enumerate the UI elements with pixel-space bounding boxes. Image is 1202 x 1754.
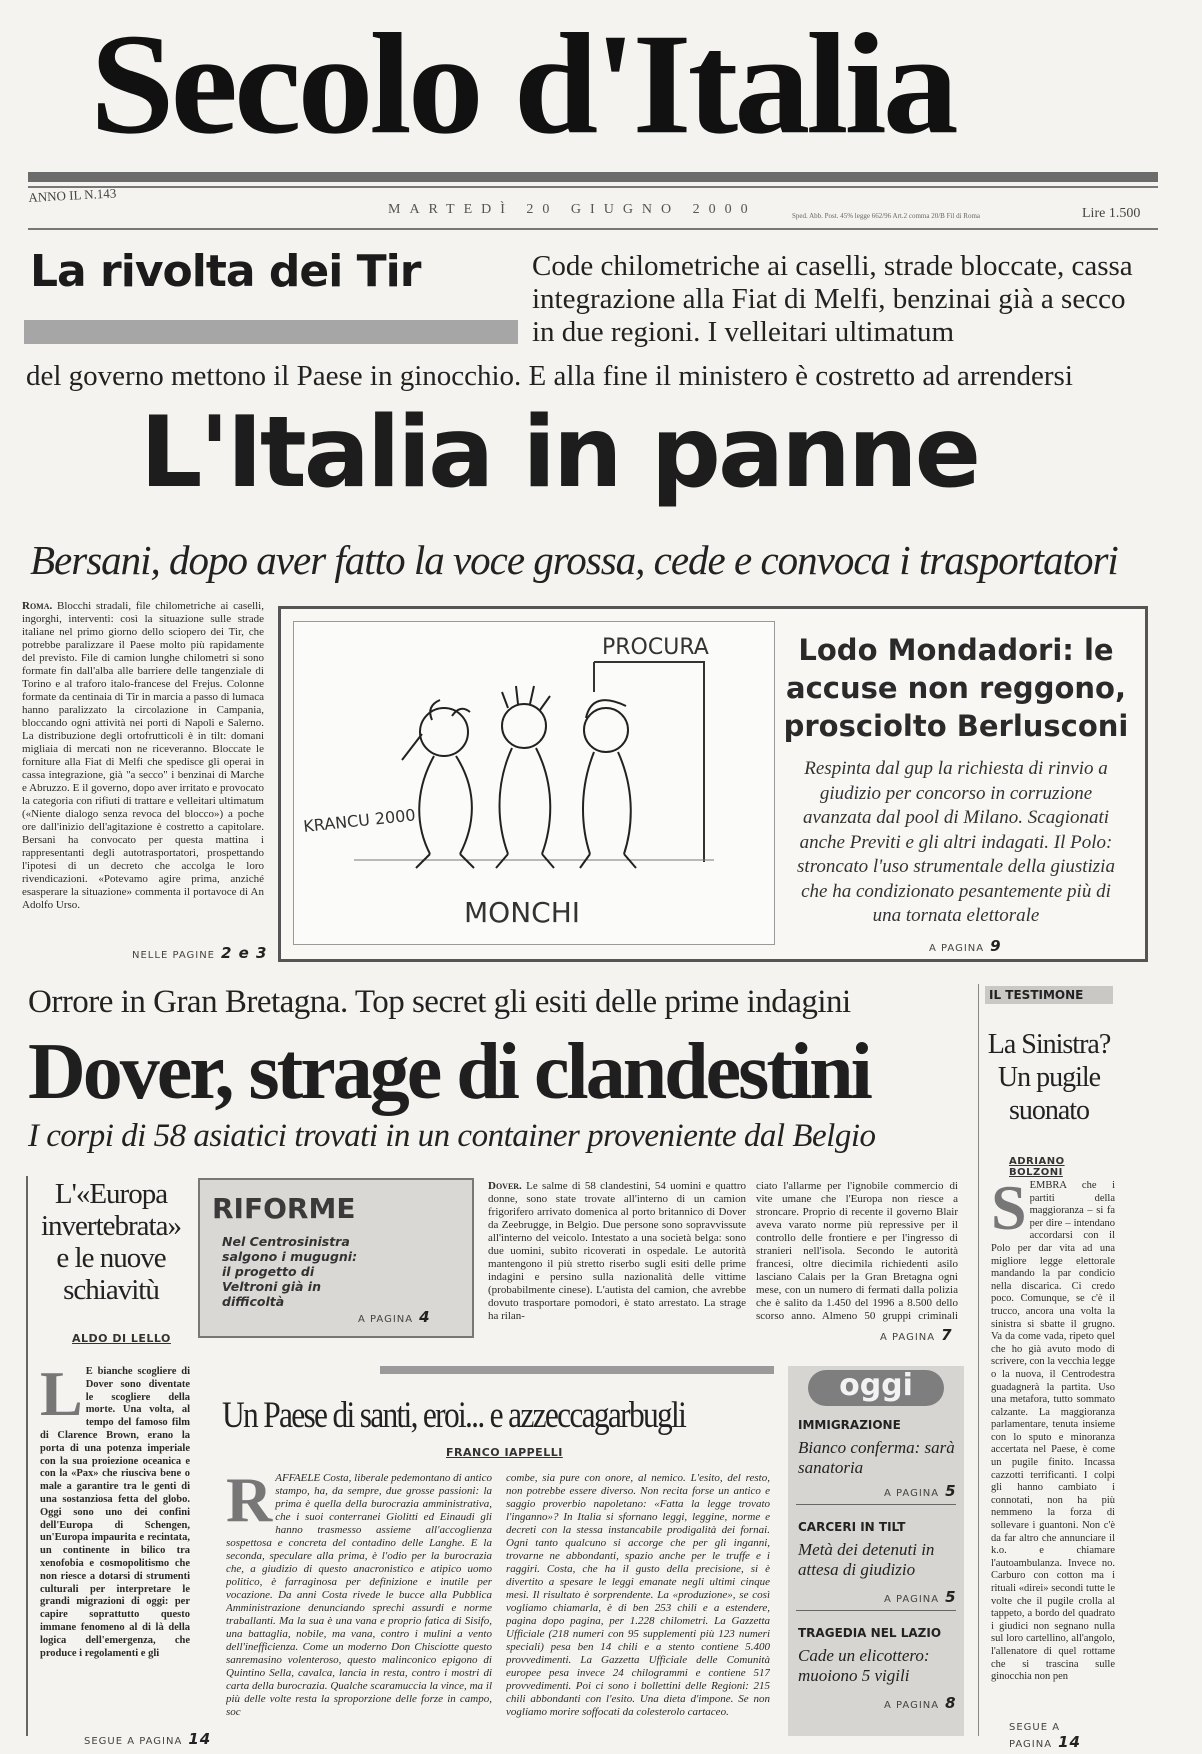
oggi-title: oggi [839, 1368, 913, 1403]
oggi-item-1-text: Bianco conferma: sarà sanatoria [798, 1438, 955, 1477]
dover-headline: Dover, strage di clandestini [28, 1028, 870, 1116]
price: Lire 1.500 [1082, 206, 1141, 221]
riforme-box [198, 1178, 474, 1338]
dover-subheadline: I corpi di 58 asiatici trovati in un container proveniente dal Belgio [28, 1118, 876, 1154]
lead-page-ref[interactable]: NELLE PAGINE 2 e 3 [132, 944, 268, 962]
dateline-rule [28, 228, 1158, 230]
paese-headline: Un Paese di santi, eroi... e azzeccagarbugli [222, 1395, 686, 1436]
oggi-box [788, 1366, 964, 1736]
riforme-body: Nel Centrosinistra salgono i mugugni: il progetto di Veltroni già in difficoltà [222, 1234, 358, 1309]
cartoon-drawing [294, 622, 774, 944]
dover-kicker: Orrore in Gran Bretagna. Top secret gli esiti delle prime indagini [28, 984, 851, 1020]
dover-page-ref[interactable]: A PAGINA 7 [880, 1326, 953, 1344]
cartoon-box [278, 606, 1148, 962]
lead-deck-full: del governo mettono il Paese in ginocchio. E alla fine il ministero è costretto ad arrendersi [26, 360, 1073, 392]
testimone-page-ref[interactable]: SEGUE A PAGINA 14 [1009, 1722, 1081, 1751]
oggi-divider-1 [796, 1504, 956, 1505]
europa-byline: ALDO DI LELLO [72, 1332, 171, 1345]
lodo-headline: Lodo Mondadori: le accuse non reggono, prosciolto Berlusconi [783, 633, 1129, 743]
lead-body-text: Blocchi stradali, file chilometriche ai caselli, ingorghi, interventi: così la situazione sulle strade italiane nel primo giorno dello sciopero dei Tir, che potrebbe paralizzare il Paese molto più rapidamente del previsto. File di camion lunghe chilometri si sono formate fin dall'alba alle barriere delle tangenziale di Torino e al traforo italo-francese del Frejus. Colonne formate da centinaia di Tir in marcia a passo di lumaca hanno paralizzato la circolazione in Campania, bloccando ogni attività nei porti di Napoli e Salerno. La distribuzione degli ortofrutticoli è in tilt: domani migliaia di mercati non ne riceveranno. Bloccate le forniture alla Fiat di Melfi che spedisce gli operai in cassa integrazione, già "a secco" i benzinai di Marche e Abruzzo. E il governo, dopo aver irritato e provocato la categoria con rifiuti di trattare e velleitari ultimatum («Niente dialogo senza revoca del blocco») a poche ore dall'inizio dell'agitazione è costretto a capitolare. Bersani ha convocato per questa mattina i rappresentanti degli autotrasportatori, prospettando l'ipotesi di un decreto che accolga le loro rivendicazioni. «Potevamo agire prima, anziché esasperare la situazione» commenta il portavoce di An Adolfo Urso. [22, 600, 264, 911]
oggi-item-2-topic: CARCERI IN TILT [798, 1520, 906, 1534]
paese-byline: FRANCO IAPPELLI [446, 1446, 563, 1459]
testimone-label: IL TESTIMONE [985, 986, 1113, 1004]
lead-subheadline: Bersani, dopo aver fatto la voce grossa, cede e convoca i trasportatori [30, 537, 1118, 583]
postal-note: Sped. Abb. Post. 45% legge 662/96 Art.2 comma 20/B Fil di Roma [792, 212, 981, 220]
lead-headline: L'Italia in panne [140, 396, 979, 510]
oggi-item-1-topic: IMMIGRAZIONE [798, 1418, 901, 1432]
lodo-page-ref[interactable]: A PAGINA 9 [929, 937, 1002, 955]
dover-body-col1: Dover. Le salme di 58 clandestini, 54 uomini e quattro donne, sono state trovate all'interno di un camion frigorifero arrivato domenica al porto britannico di Dover da Zeebrugge, in Belgio. Due persone sono sopravvissute all'interno del veicolo. Intestato a una società belga: sono due uomini, subito ricoverati in ospedale. Le autorità mantengono il più stretto riserbo sugli esiti delle prime indagini e persino sulla nazionalità delle vittime (probabilmente cinese). L'autista del camion, che avrebbe dovuto trasportare pomodori, è stato arrestato. La strage ha rilan- [488, 1180, 746, 1322]
paese-body-col1: R AFFAELE Costa, liberale pedemontano di antico stampo, ha, da sempre, due grosse passioni: la prima è quella della burocrazia amministrativa, che i suoi conterranei Giolitti ed Einaudi gli hanno trasmesso assieme all'accoglienza sospettosa e concreta del contadino delle Langhe. E la seconda, speculare alla prima, è l'odio per la burocrazia che, a giudizio di questo anacronistico e atipico uomo politico, è farraginosa per definizione e inutile per vocazione. Da anni Costa rivede le bucce alla Pubblica Amministrazione denunciando sprechi assurdi e norme traballanti. Ma la sua è una vana e proprio fatica di Sisifo, una battaglia, nobile, ma vana, contro i mulini a vento dell'inefficienza. Come un moderno Don Chisciotte questo sanremasino volenteroso, questo malinconico epigono di Quintino Sella, cavalca, lancia in resta, contro i mostri di carta della burocrazia. Qualche scaramuccia la vince, ma il più delle volte resta la sproporzione delle forze in campo, soc [226, 1472, 492, 1718]
testimone-byline: ADRIANO BOLZONI [1009, 1156, 1065, 1178]
europa-dropcap: L [40, 1366, 83, 1429]
masthead-rule [28, 172, 1158, 182]
testimone-headline: La Sinistra? Un pugile suonato [987, 1029, 1111, 1126]
paese-body-col2: combe, sia pure con onore, al nemico. L'esito, del resto, non potrebbe essere diverso. Non recita forse un antico e saggio proverbio napoletano: «Fatta la legge trovato l'inganno»? In Italia si sfornano leggi, leggine, norme e decreti con la stessa instancabile prodigalità dei fornai. Ogni tanto qualcuno si accorge che per gli inganni, trovarne ne abbondanti, spazio anche per le truffe e i raggiri. Costa, che ha il gusto della precisione, si è divertito a spesare le leggi emanate negli ultimi cinque mesi. Il risultato è sorprendente. La «produzione», se così vogliamo chiamarla, è di ben 253 chili e a estendere, pagina dopo pagina, per 1.228 chilometri. La Gazzetta Ufficiale (218 numeri con 95 supplementi più 123 numeri speciali) pesa ben 14 chili e a stento contiene 5.400 provvedimenti. La Gazzetta Ufficiale delle Comunità europee pesa invece 24 chilogrammi e contiene 517 provvedimenti. Poi ci sono i bollettini delle Regioni: 215 chili abbondanti con l'esito. Una dieta d'impone. Se non vogliamo morire soffocati da colesterolo cartaceo. [506, 1472, 770, 1718]
testimone-body: S EMBRA che i partiti della maggioranza – si fa per dire – intendano accordarsi con il Polo per dar vita ad una migliore legge elettorale mandando la par condicio nella discarica. Ci credo poco. Comunque, se c'è il trucco, ancora una volta la sinistra si sbatte il grugno. Va da come vada, ripeto quel che ho già avuto modo di scrivere, con la vecchia legge o la nuova, il Centrodestra guadagnerà la partita. Uso una metafora, tutto sommato calzante. La maggioranza parlamentare, tenuta insieme con lo sputo e minoranza accertata nel Paese, è come un pugile finito. Incassa cazzotti terrificanti. I colpi gli hanno cambiato i connotati, non ha più nemmeno la forza di sollevare i guantoni. Non c'è da far altro che annunciare il k.o. e chiamare l'autoambulanza. Invece no. Carburo con cotton ma i rituali «direi» secondi tutte le volte che il pugile crolla al tappeto, a bordo del quadrato i giudici non segnano nulla sul loro cartellino, all'angolo, l'allenatore di quel rottame che si trascina sulle ginocchia non pen [991, 1180, 1115, 1683]
issue-date: MARTEDÌ 20 GIUGNO 2000 [388, 202, 757, 217]
riforme-title: RIFORME [212, 1192, 356, 1225]
dover-body-col2: ciato l'allarme per l'ignobile commercio di vite umane che l'Europa non riesce a stroncare. Proprio di recente il governo Blair aveva varato norme più repressive per il controllo delle frontiere e per l'ingresso di stranieri nell'isola. Secondo le autorità francesi, oltre diecimila richiedenti asilo lasciano Calais per la Gran Bretagna ogni mese, con un numero di fermati dalla polizia che è salito da 1.450 del 1996 a 8.500 dello scorso anno. Almeno 50 gruppi criminali [756, 1180, 958, 1322]
paese-dropcap: R [226, 1472, 273, 1535]
masthead-rule-thin [28, 186, 1158, 188]
cartoon-illustration [293, 621, 775, 945]
europa-column-rule [26, 1176, 28, 1736]
lead-kicker: La rivolta dei Tir [30, 246, 421, 297]
oggi-divider-2 [796, 1610, 956, 1611]
masthead-title: Secolo d'Italia [90, 4, 955, 164]
oggi-item-2-text: Metà dei detenuti in attesa di giudizio [798, 1540, 935, 1579]
riforme-page-ref[interactable]: A PAGINA 4 [358, 1308, 431, 1326]
dover-dateline: Dover. [488, 1180, 522, 1192]
lead-dateline: Roma. [22, 600, 53, 612]
oggi-item-2-page-ref[interactable]: A PAGINA 5 [884, 1588, 957, 1606]
europa-page-ref[interactable]: SEGUE A PAGINA 14 [84, 1730, 212, 1748]
paese-top-bar [380, 1366, 774, 1374]
testimone-column [978, 984, 1119, 1751]
oggi-item-1-page-ref[interactable]: A PAGINA 5 [884, 1482, 957, 1500]
cartoon-door-label: PROCURA [602, 635, 709, 660]
issue-number: ANNO IL N.143 [28, 185, 117, 205]
oggi-item-3-topic: TRAGEDIA NEL LAZIO [798, 1626, 942, 1640]
cartoon-caption: MONCHI [464, 896, 581, 929]
lead-body [22, 600, 264, 940]
lead-deck-right: Code chilometriche ai caselli, strade bloccate, cassa integrazione alla Fiat di Melfi, benzinai già a secco in due regioni. I velleitari ultimatum [532, 250, 1133, 348]
europa-body: L E bianche scogliere di Dover sono diventate le scogliere della morte. Una volta, al tempo del famoso film di Clarence Brown, erano la porta di una potenza imperiale con la sua proiezione oceanica e con la «Pax» che riusciva bene o male a garantire tra le genti di una sostanziosa fetta del globo. Oggi sono uno dei confini dell'Europa di Schengen, un'Europa impaurita e recintata, un continente in bilico tra xenofobia e cosmopolitismo che non riesce a dotarsi di strumenti culturali per interpretare le grandi migrazioni di oggi: per capire soprattutto questo immane fenomeno al di là della logica dell'emergenza, che produce i regolamenti e gli [40, 1366, 190, 1659]
lead-kicker-bar [24, 320, 518, 344]
oggi-item-3-page-ref[interactable]: A PAGINA 8 [884, 1694, 957, 1712]
europa-headline: L'«Europa invertebrata» e le nuove schiavitù [41, 1178, 181, 1306]
cartoon-signature: KRANCU 2000 [302, 805, 417, 836]
lodo-body: Respinta dal gup la richiesta di rinvio a giudizio per concorso in corruzione avanzata dal pool di Milano. Scagionati anche Previti e gli altri indagati. Il Polo: stroncato l'uso strumentale della giustizia che ha condizionato pesantemente più di una tornata elettorale [797, 758, 1115, 926]
oggi-item-3-text: Cade un elicottero: muoiono 5 vigili [798, 1646, 930, 1685]
testimone-dropcap: S [991, 1180, 1027, 1243]
